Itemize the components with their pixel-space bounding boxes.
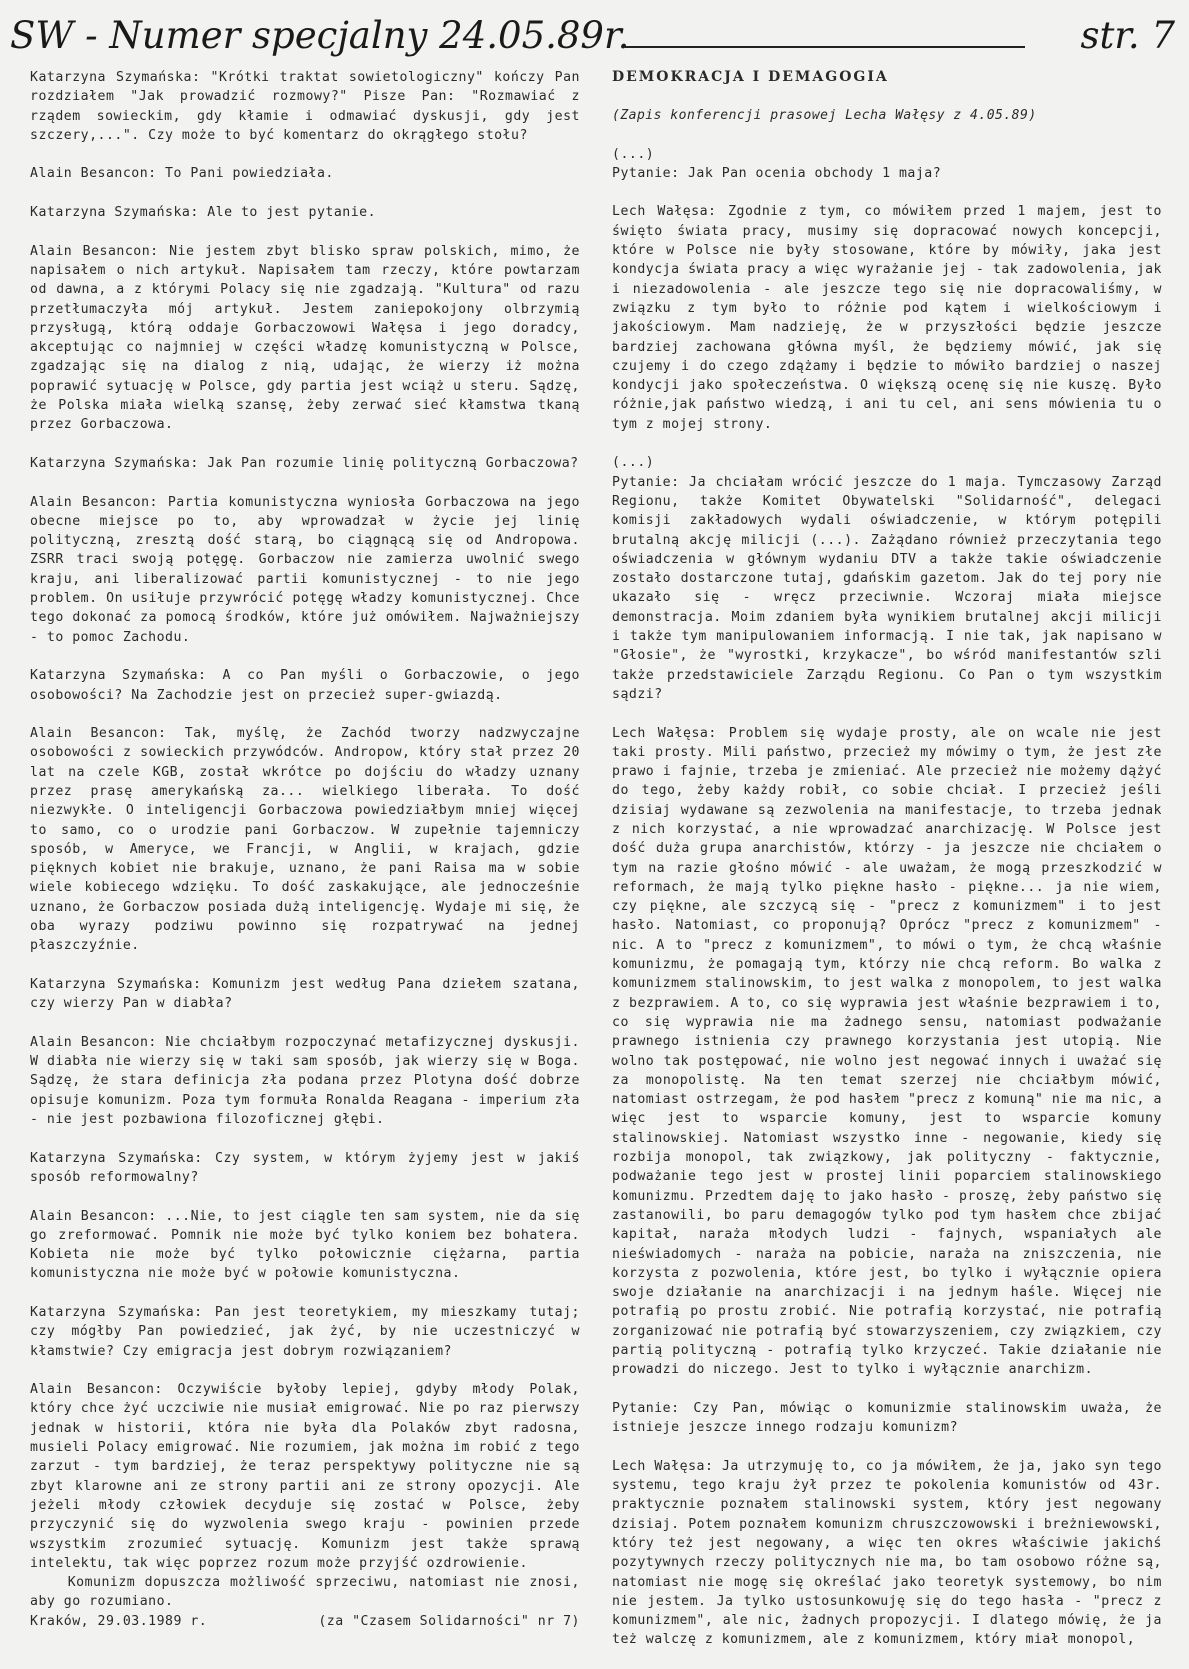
transcript-paragraph: (...) Pytanie: Jak Pan ocenia obchody 1 maja? [612,146,942,181]
interview-paragraph: Katarzyna Szymańska: A co Pan myśli o Gorbaczowie, o jego osobowości? Na Zachodzie jest on przecież super-gwiazdą. [30,668,589,703]
interview-paragraph: Katarzyna Szymańska: Pan jest teoretykiem, my mieszkamy tutaj; czy mógłby Pan powiedzieć, jak żyć, by nie uczestniczyć w kłamstwie? Czy emigracja jest dobrym rozwiązaniem? [30,1305,589,1359]
interview-paragraph: Alain Besancon: Oczywiście byłoby lepiej, gdyby młody Polak, który chce żyć uczciwie nie musiał emigrować. Nie po raz pierwszy jednak w historii, która nie była dla Polaków zbyt radosna, musieli Polacy emigrować. Nie rozumiem, jak można im robić z tego zarzut - tym bardziej, że teraz perspektywy polityczne nie są zbyt klarowne ani ze strony partii ani ze strony opozycji. Ale jeżeli młody człowiek decyduje się zostać w Polsce, żeby przyczynić się do wyzwolenia swego kraju - powinien przede wszystkim zrozumieć sytuację. Komunizm jest także sprawą intelektu, tak więc poprzez rozum może przyjść ozdrowienie. Komunizm dopuszcza możliwość sprzeciwu, natomiast nie znosi, aby go rozumiano. [30,1382,580,1610]
article-title: DEMOKRACJA I DEMAGOGIA [612,69,889,85]
interview-paragraph: Alain Besancon: Nie chciałbym rozpoczynać metafizycznej dyskusji. W diabła nie wierzy się w taki sam sposób, jak wierzy się w Boga. Sądzę, że stara definicja zła podana przez Plotyna dość dobrze opisuje komunizm. Poza tym formuła Ronalda Reagana - imperium zła - nie jest pozbawiona filozoficznej głębi. [30,1034,589,1128]
interview-paragraph: Alain Besancon: ...Nie, to jest ciągle ten sam system, nie da się go zreformować. Pomnik nie może być tylko koniem bez bohatera. Kobieta nie może być tylko połowicznie ciężarna, partia komunistyczna nie może być w połowie komunistyczna. [30,1208,589,1282]
interview-paragraph: Katarzyna Szymańska: "Krótki traktat sowietologiczny" kończy Pan rozdziałem "Jak prowadzić rozmowy?" Pisze Pan: "Rozmawiać z rządem sowieckim, gdy kłamie i odmawiać dyskusji, gdy jest szczery,...". Czy może to być komentarz do okrągłego stołu? [30,70,589,143]
header-rule [625,46,1025,48]
transcript-paragraph: Lech Wałęsa: Ja utrzymuję to, co ja mówiłem, że ja, jako syn tego systemu, tego kraju żył przez te pokolenia komunistów od 43r. praktycznie poznałem stalinowski system, który jest negowany dzisiaj. Potem poznałem komunizm chruszczowowski i breżniewowski, który też jest negowany, a więc ten okres właściwie jakichś pozytywnych rzeczy politycznych nie ma, bo tam osobowo różne są, natomiast nie mogę się określać jako teoretyk systemowy, bo nim nie jestem. Ja tylko ustosunkowuję się do tego hasła - "precz z komunizmem", ale nic, żadnych propozycji. I dlatego mówię, że ja też walczę z komunizmem, ale z komunizmem, który miał monopol, [612,1458,1171,1648]
transcript-paragraph: (...) Pytanie: Ja chciałam wrócić jeszcze do 1 maja. Tymczasowy Zarząd Regionu, także Komitet Obywatelski "Solidarność", delegaci komisji zakładowych wydali oświadczenie, w którym potępili brutalną akcję milicji (...). Zażądano również przeczytania tego oświadczenia w głównym wydaniu DTV a także takie oświadczenie zostało dostarczone tutaj, gdańskim gazetom. Jak do tej pory nie ukazało się - wręcz przeciwnie. Wczoraj miała miejsce demonstracja. Moim zdaniem była wynikiem brutalnej akcji milicji i także tym manipulowaniem informacją. I nie tak, jak napisano w "Głosie", że "wyrostki, krzykacze", bo wśród manifestantów szli także przedstawiciele Zarządu Regionu. Co Pan o tym wszystkim sądzi? [612,455,1162,702]
left-footer [30,1612,580,1631]
interview-paragraph: Alain Besancon: Tak, myślę, że Zachód tworzy nadzwyczajne osobowości z sowieckich przywódców. Andropow, który stał przez 20 lat na czele KGB, został wkrótce po dojściu do władzy uznany przez prasę amerykańską za... wielkiego liberała. To dość niezwykłe. O inteligencji Gorbaczowa powiedziałbym mniej więcej to samo, co o urodzie pani Gorbaczow. W zupełnie tajemniczy sposób, w Ameryce, we Francji, w Anglii, w krajach, gdzie pięknych kobiet nie brakuje, uznano, że pani Raisa ma w sobie wiele kobiecego wdzięku. To dość zaskakujące, ale jednocześnie uznano, że Gorbaczow posiada dużą inteligencję. Wydaje mi się, że oba wyrazy podziwu powinno się rozpatrywać na jednej płaszczyźnie. [30,726,589,954]
interview-paragraph: Katarzyna Szymańska: Komunizm jest według Pana dziełem szatana, czy wierzy Pan w diabła? [30,976,589,1012]
footer-place-date: Kraków, 29.03.1989 r. [30,1613,208,1629]
left-column [30,68,589,1631]
transcript-paragraph: Pytanie: Czy Pan, mówiąc o komunizmie stalinowskim uważa, że istnieje jeszcze innego rodzaju komunizm? [612,1400,1171,1436]
interview-paragraph: Katarzyna Szymańska: Ale to jest pytanie. [30,205,377,221]
header-page-number: str. 7 [1080,14,1175,57]
article-subtitle: (Zapis konferencji prasowej Lecha Wałęsy z 4.05.89) [612,108,1037,124]
interview-paragraph: Katarzyna Szymańska: Czy system, w którym żyjemy jest w jakiś sposób reformowalny? [30,1150,589,1185]
interview-paragraph: Alain Besancon: Partia komunistyczna wyniosła Gorbaczowa na jego obecne miejsce po to, aby wprowadzał w życie jej linię polityczną, zresztą dość starą, bo ciągnącą się od Andropowa. ZSRR traci swoją potęgę. Gorbaczow nie zamierza uwolnić swego kraju, ani liberalizować partii komunistycznej - to nie jego problem. On usiłuje przywrócić potęgę władzy komunistycznej. Chce tego dokonać za pomocą środków, które już omówiłem. Najważniejszy - to pomoc Zachodu. [30,494,589,645]
footer-source: (za "Czasem Solidarności" nr 7) [318,1613,580,1629]
transcript-paragraph: Lech Wałęsa: Zgodnie z tym, co mówiłem przed 1 majem, jest to święto świata pracy, musimy się dopracować nowych koncepcji, które w Polsce nie były stosowane, które by mówiły, jaka jest kondycja świata pracy a więc wyrażanie jej - tak zadowolenia, jak i niezadowolenia - ale jeszcze tego się nie dopracowaliśmy, w związku z tym było to różnie pod kątem i wielkościowym i jakościowym. Mam nadzieję, że w przyszłości będzie jeszcze bardziej zachowana główna myśl, że będziemy mówić, jak się czujemy i do czego zdążamy i będzie to mówiło bardziej o naszej kondycji jako społeczeństwa. O większą ocenę się nie kuszę. Było różnie,jak państwo wiedzą, i ani tu cel, ani sens mówienia tu o tym z mojej strony. [612,204,1171,432]
interview-paragraph: Alain Besancon: To Pani powiedziała. [30,166,334,182]
interview-paragraph: Katarzyna Szymańska: Jak Pan rozumie linię polityczną Gorbaczowa? [30,455,579,471]
transcript-paragraph: Lech Wałęsa: Problem się wydaje prosty, ale on wcale nie jest taki prosty. Mili państwo, przecież my mówimy o tym, że jest złe prawo i fajnie, trzeba je zmieniać. Ale przecież nie możemy dążyć do tego, żeby każdy robił, co sobie chciał. I przecież jeśli dzisiaj wydawane są zezwolenia na manifestacje, to trzeba jednak z nich korzystać, a nie wprowadzać anarchizację. W Polsce jest dość duża grupa anarchistów, którzy - ja jeszcze nie chciałem o tym na razie głośno mówić - ale uważam, że mogą przeszkodzić w reformach, że mają tylko piękne hasło - piękne... ja nie wiem, czy piękne, ale szczycą się - "precz z komunizmem" i to jest hasło. Natomiast, co proponują? Oprócz "precz z komunizmem" - nic. A to "precz z komunizmem", to mówi o tym, że chcą właśnie komunizmu, że pomagają tym, którzy nie chcą reform. Bo walka z komunizmem stalinowskim, to jest walka z monopolem, to jest walka z bezprawiem. A to, co się wyprawia jest właśnie bezprawiem i to, co się wyprawia nie ma żadnego sensu, natomiast podważanie prawnego istnienia czy prawnego korzystania jest utopią. Nie wolno tak postępować, nie wolno jest negować innych i uważać się za monopolistę. Na ten temat szerzej nie chciałbym mówić, natomiast ostrzegam, że pod hasłem "precz z komuną" nie ma nic, a więc jest to wsparcie komuny, jest to wsparcie komuny stalinowskiej. Natomiast wszystko inne - negowanie, kiedy się rozbija monopol, tak związkowy, jak polityczny - faktycznie, podważanie tego jest w prostej linii poparciem stalinowskiego komunizmu. Przedtem daję to jako hasło - proszę, żeby państwo się zastanowili, bo paru demagogów tylko pod tym hasłem chce zbijać kapitał, naraża młodych ludzi - fajnych, wspaniałych ale nieświadomych - naraża na pobicie, naraża na zniszczenia, nie korzysta z pozwolenia, które jest, bo tylko i wyłącznie opiera swoje działanie na anarchizacji i na jednym haśle. Więcej nie potrafią po prostu zrobić. Nie potrafią korzystać, nie potrafią zorganizować nie potrafią być stowarzyszeniem, czy związkiem, czy partią polityczną - potrafią tylko krzyczeć. Takie działanie nie prowadzi do niczego. Jest to tylko i wyłącznie anarchizm. [612,725,1171,1378]
header-issue: SW - Numer specjalny 24.05.89r. [10,14,630,57]
page-header [10,14,1175,58]
right-column [612,68,1171,1669]
interview-paragraph: Alain Besancon: Nie jestem zbyt blisko spraw polskich, mimo, że napisałem o nich artykuł. Napisałem tam rzeczy, które powtarzam od dawna, a z którymi Polacy się nie zgadzają. "Kultura" od razu przetłumaczyła mój artykuł. Jestem zaniepokojony olbrzymią przysługą, którą oddaje Gorbaczowowi Wałęsa i jego doradcy, akceptując co najmniej w części władzę komunistyczną w Polsce, zgadzając się na dialog z nią, udając, że wierzy iż można poprawić sytuację w Polsce, gdy partia jest wciąż u steru. Sądzę, że Polska miała wielką szansę, żeby zerwać sieć kłamstwa tkaną przez Gorbaczowa. [30,243,589,433]
